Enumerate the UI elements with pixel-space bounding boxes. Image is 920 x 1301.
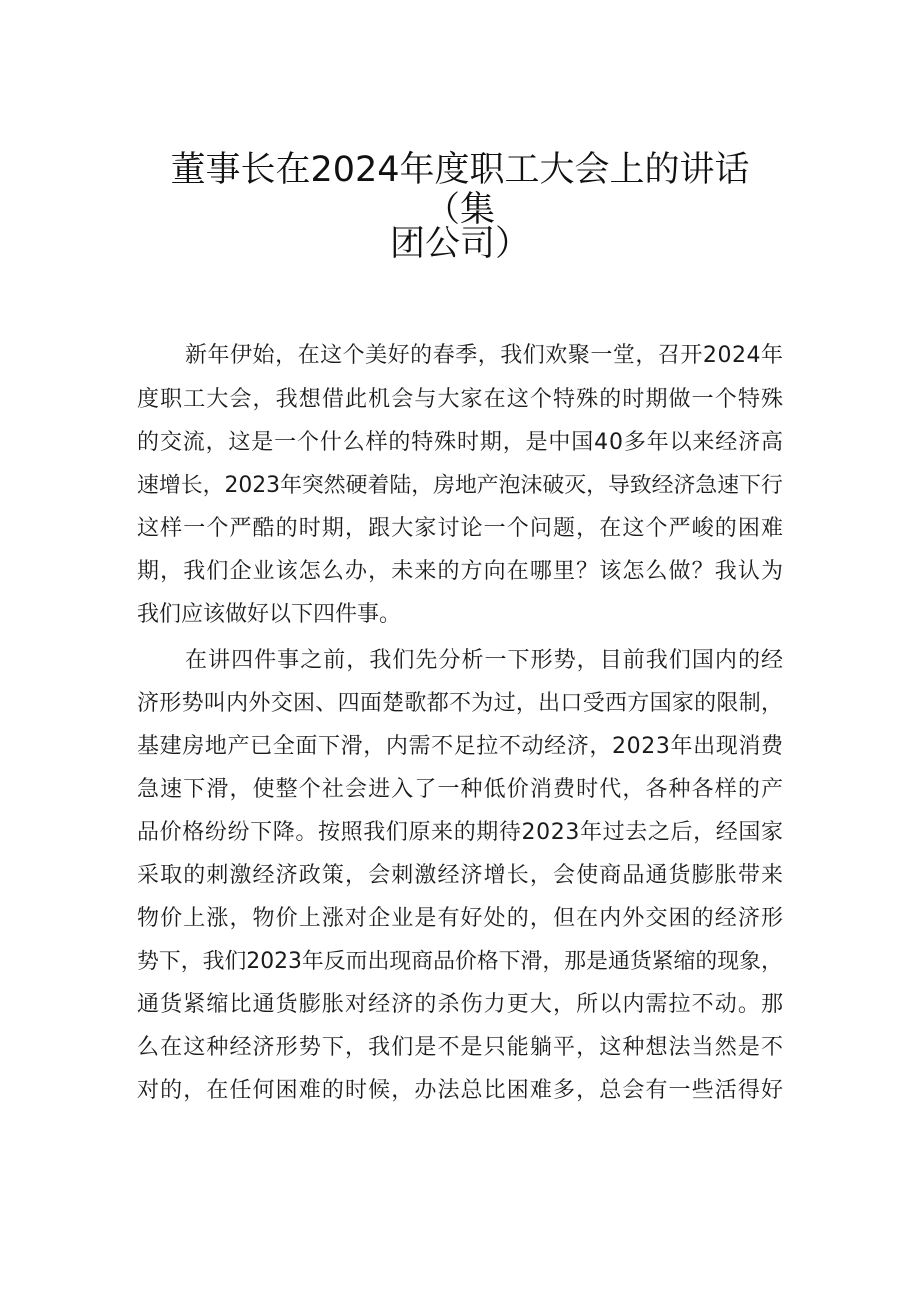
paragraph-2-line-7: 物价上涨，物价上涨对企业是有好处的，但在内外交困的经济形 — [137, 906, 785, 931]
paragraph-1-line-5: 这样一个严酷的时期，跟大家讨论一个问题，在这个严峻的困难 — [137, 516, 785, 541]
paragraph-2-line-8: 势下，我们2023年反而出现商品价格下滑，那是通货紧缩的现象， — [137, 949, 783, 974]
paragraph-2-line-2: 济形势叫内外交困、四面楚歌都不为过，出口受西方国家的限制， — [137, 691, 784, 716]
paragraph-2-line-4: 急速下滑，使整个社会进入了一种低价消费时代，各种各样的产 — [137, 777, 785, 802]
paragraph-1-line-6: 期，我们企业该怎么办，未来的方向在哪里？该怎么做？我认为 — [137, 559, 785, 584]
paragraph-1-line-1: 新年伊始，在这个美好的春季，我们欢聚一堂，召开2024年 — [185, 343, 784, 368]
paragraph-1-line-3: 的交流，这是一个什么样的特殊时期，是中国40多年以来经济高 — [137, 430, 784, 455]
document-title-line-2: 团公司） — [389, 224, 530, 264]
paragraph-2-line-6: 采取的刺激经济政策，会刺激经济增长，会使商品通货膨胀带来 — [137, 863, 785, 888]
paragraph-1-line-7: 我们应该做好以下四件事。 — [137, 602, 402, 627]
paragraph-2-line-11: 对的，在任何困难的时候，办法总比困难多，总会有一些活得好 — [137, 1078, 785, 1103]
paragraph-2-line-5: 品价格纷纷下降。按照我们原来的期待2023年过去之后，经国家 — [137, 820, 784, 845]
paragraph-1-line-4: 速增长，2023年突然硬着陆，房地产泡沫破灭，导致经济急速下行 — [137, 473, 783, 498]
paragraph-2-line-10: 么在这种经济形势下，我们是不是只能躺平，这种想法当然是不 — [137, 1035, 785, 1060]
paragraph-1-line-2: 度职工大会，我想借此机会与大家在这个特殊的时期做一个特殊 — [137, 387, 785, 412]
document-title-line-1: 董事长在2024年度职工大会上的讲话（集 — [170, 150, 750, 230]
paragraph-2-line-3: 基建房地产已全面下滑，内需不足拉不动经济，2023年出现消费 — [137, 734, 784, 759]
paragraph-2-line-9: 通货紧缩比通货膨胀对经济的杀伤力更大，所以内需拉不动。那 — [137, 992, 785, 1017]
paragraph-2-line-1: 在讲四件事之前，我们先分析一下形势，目前我们国内的经 — [185, 648, 785, 673]
